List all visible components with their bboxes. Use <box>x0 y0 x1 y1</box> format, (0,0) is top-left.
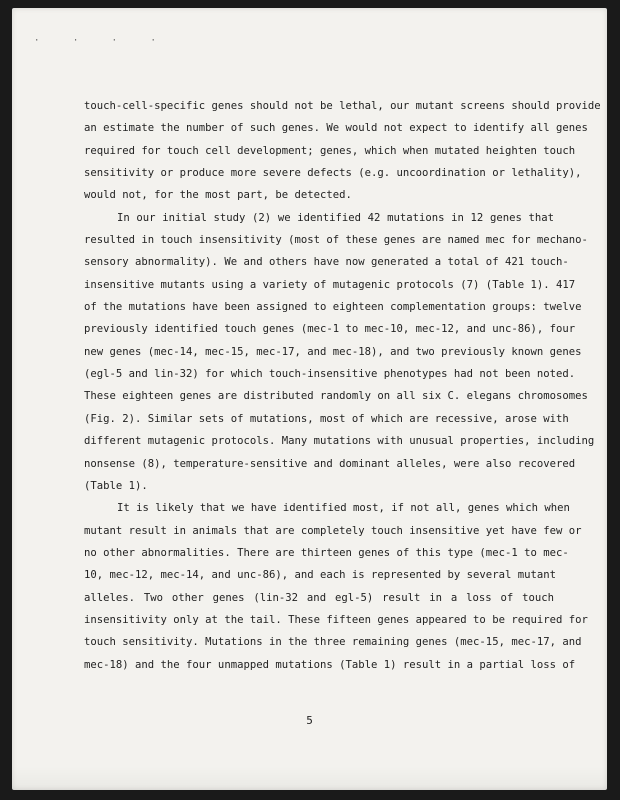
text-line: of the mutations have been assigned to eighteen complementation groups: twelve <box>84 301 582 314</box>
text-line: resulted in touch insensitivity (most of these genes are named mec for mechano- <box>84 234 588 247</box>
text-line: insensitive mutants using a variety of mutagenic protocols (7) (Table 1). 417 <box>84 278 576 291</box>
text-line: required for touch cell development; genes, which when mutated heighten touch <box>84 144 576 157</box>
text-line: mutant result in animals that are completely touch insensitive yet have few or <box>84 524 582 537</box>
text-line: touch sensitivity. Mutations in the three remaining genes (mec-15, mec-17, and <box>84 636 582 649</box>
paragraph-start-line: It is likely that we have identified most, if not all, genes which when <box>117 502 570 515</box>
paragraph-start-line: In our initial study (2) we identified 42 mutations in 12 genes that <box>117 211 554 224</box>
text-line: sensory abnormality). We and others have now generated a total of 421 touch- <box>84 256 569 269</box>
text-line: sensitivity or produce more severe defects (e.g. uncoordination or lethality), <box>84 167 582 180</box>
document-page <box>12 8 607 790</box>
text-line: (Fig. 2). Similar sets of mutations, most of which are recessive, arose with <box>84 412 569 425</box>
text-line: would not, for the most part, be detected. <box>84 189 352 202</box>
scan-specks: · · · · <box>34 36 170 46</box>
text-line: previously identified touch genes (mec-1 to mec-10, mec-12, and unc-86), four <box>84 323 576 336</box>
text-line: (egl-5 and lin-32) for which touch-insensitive phenotypes had not been noted. <box>84 368 576 381</box>
text-line: an estimate the number of such genes. We would not expect to identify all genes <box>84 122 588 135</box>
text-line: (Table 1). <box>84 479 148 492</box>
page-bottom-shadow <box>12 766 607 790</box>
text-line: mec-18) and the four unmapped mutations (Table 1) result in a partial loss of <box>84 658 576 671</box>
body-text <box>84 95 601 676</box>
text-line: These eighteen genes are distributed randomly on all six C. elegans chromosomes <box>84 390 588 403</box>
text-line: different mutagenic protocols. Many mutations with unusual properties, including <box>84 435 595 448</box>
text-line: insensitivity only at the tail. These fifteen genes appeared to be required for <box>84 613 588 626</box>
text-line: nonsense (8), temperature-sensitive and dominant alleles, were also recovered <box>84 457 576 470</box>
page-number: 5 <box>306 714 313 727</box>
text-line: alleles. Two other genes (lin-32 and egl-5) result in a loss of touch <box>84 591 554 604</box>
text-line: no other abnormalities. There are thirteen genes of this type (mec-1 to mec- <box>84 546 569 559</box>
text-line: new genes (mec-14, mec-15, mec-17, and mec-18), and two previously known genes <box>84 345 582 358</box>
text-line: 10, mec-12, mec-14, and unc-86), and each is represented by several mutant <box>84 569 556 582</box>
text-line: touch-cell-specific genes should not be lethal, our mutant screens should provide <box>84 100 601 112</box>
